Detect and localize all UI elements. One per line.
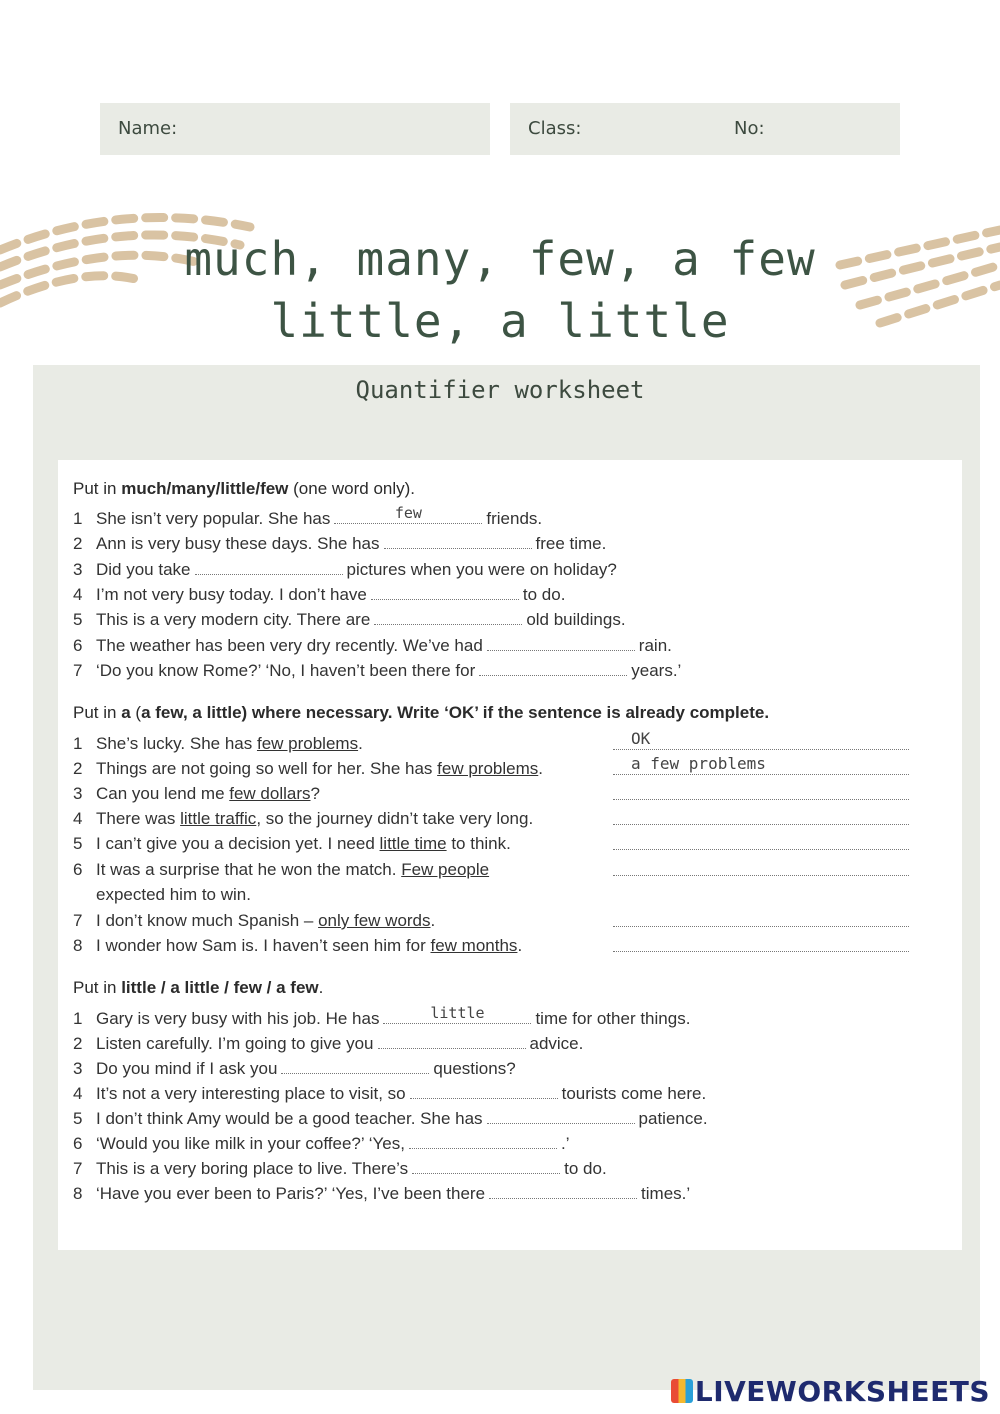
question-text-before: The weather has been very dry recently. We’ve had [96, 635, 483, 655]
liveworksheets-logo[interactable]: LIVEWORKSHEETS [671, 1375, 990, 1408]
question-number: 4 [73, 584, 83, 604]
number-label: No: [734, 118, 765, 139]
section1-heading: Put in much/many/little/few (one word only). [73, 479, 416, 498]
question-text-before: ‘Would you like milk in your coffee?’ ‘Yes, [96, 1134, 405, 1153]
question-text-after: advice. [529, 1034, 584, 1053]
question-number: 8 [73, 936, 83, 955]
answer-blank[interactable] [371, 586, 519, 600]
answer-line[interactable] [613, 832, 909, 850]
question-text-after: rain. [638, 635, 672, 655]
question-text-after: .’ [561, 1134, 570, 1153]
question-text-before: Do you mind if I ask you [96, 1059, 278, 1078]
question-number: 1 [73, 509, 83, 528]
underlined-phrase: few problems [437, 759, 539, 778]
question-text-before: Did you take [96, 559, 191, 579]
question-text-after: questions? [433, 1059, 516, 1078]
answer-blank[interactable] [195, 561, 343, 575]
class-label: Class: [528, 118, 582, 139]
question-text-before: I wonder how Sam is. I haven’t seen him for [96, 936, 431, 955]
question-item [73, 1034, 583, 1054]
question-number: 8 [73, 1184, 83, 1203]
underlined-phrase: few months [430, 936, 518, 955]
question-item [73, 1134, 570, 1154]
question-text-after: . [358, 734, 363, 753]
question-text-after: , so the journey didn’t take very long. [256, 809, 534, 828]
question-text-after: to do. [522, 584, 566, 604]
question-text-before: She isn’t very popular. She has [96, 509, 331, 528]
question-number: 2 [73, 534, 83, 554]
answer-line[interactable] [613, 934, 909, 952]
question-number: 7 [73, 911, 83, 930]
question-number: 7 [73, 660, 83, 680]
answer-blank[interactable] [378, 1035, 526, 1049]
subtitle: Quantifier worksheet [355, 376, 645, 404]
question-text-before: Ann is very busy these days. She has [96, 534, 380, 554]
question-text-before: This is a very modern city. There are [96, 610, 371, 630]
question-item [73, 784, 320, 804]
question-item [73, 534, 606, 554]
question-item [73, 1084, 706, 1104]
question-text-before: This is a very boring place to live. There’s [96, 1159, 409, 1178]
answer-line[interactable] [613, 754, 909, 775]
answer-blank[interactable] [410, 1085, 558, 1099]
question-item [73, 1059, 516, 1079]
handwritten-answer: OK [631, 729, 651, 748]
answer-line[interactable] [613, 729, 909, 750]
question-text-before: Things are not going so well for her. She has [96, 759, 438, 778]
question-text-after: time for other things. [535, 1009, 691, 1028]
underlined-phrase: little traffic [180, 809, 257, 828]
answer-line[interactable] [613, 909, 909, 927]
question-text-before: I’m not very busy today. I don’t have [96, 584, 367, 604]
answer-line[interactable] [613, 782, 909, 800]
section3-heading: Put in little / a little / few / a few. [73, 978, 324, 997]
question-item [73, 1184, 690, 1204]
liveworksheets-logo-icon [671, 1379, 693, 1403]
question-text-after: tourists come here. [561, 1084, 707, 1103]
question-text-after: . [517, 936, 523, 955]
question-item [73, 585, 565, 605]
underlined-phrase: few problems [256, 734, 359, 753]
question-number: 3 [73, 1059, 83, 1078]
question-number: 1 [73, 1009, 83, 1028]
question-number: 6 [73, 635, 83, 655]
question-item [73, 504, 543, 529]
question-text-before: I don’t think Amy would be a good teacher. She has [96, 1109, 483, 1128]
question-item [73, 911, 435, 931]
class-number-field[interactable] [510, 103, 900, 155]
answer-blank[interactable] [281, 1060, 429, 1074]
handwritten-answer: few [394, 504, 422, 522]
question-text-after: patience. [638, 1109, 708, 1128]
answer-blank[interactable] [479, 662, 627, 676]
answer-blank[interactable] [489, 1185, 637, 1199]
question-text-before: There was [96, 809, 181, 828]
answer-blank[interactable] [409, 1135, 557, 1149]
question-item [73, 636, 672, 656]
answer-line[interactable] [613, 807, 909, 825]
answer-blank[interactable] [412, 1160, 560, 1174]
underlined-phrase: only few words [318, 911, 431, 930]
name-field[interactable] [100, 103, 490, 155]
question-text-after: . [430, 911, 436, 930]
question-text-after: years.’ [631, 660, 682, 680]
answer-blank[interactable] [334, 504, 482, 524]
question-text-before: Can you lend me [96, 784, 230, 803]
question-text-after: old buildings. [526, 610, 626, 630]
question-text-before: It was a surprise that he won the match. [96, 860, 402, 879]
question-number: 7 [73, 1159, 83, 1178]
question-text-before: She’s lucky. She has [96, 734, 257, 753]
question-number: 3 [73, 559, 83, 579]
question-item [73, 610, 626, 630]
question-number: 5 [73, 1109, 83, 1128]
question-text-after: ? [310, 784, 320, 803]
question-number: 2 [73, 1034, 83, 1053]
name-label: Name: [118, 118, 178, 139]
question-text-after: to think. [446, 834, 511, 853]
answer-blank[interactable] [487, 637, 635, 651]
question-text-before: It’s not a very interesting place to visit, so [96, 1084, 406, 1103]
question-item [73, 560, 617, 580]
handwritten-answer: little [430, 1004, 485, 1022]
question-number: 1 [73, 734, 83, 753]
question-number: 3 [73, 784, 83, 803]
question-number: 4 [73, 809, 83, 828]
question-text-after: friends. [486, 509, 543, 528]
question-number: 6 [73, 860, 83, 879]
question-item [73, 734, 363, 754]
answer-blank[interactable] [383, 1004, 531, 1024]
answer-blank[interactable] [487, 1110, 635, 1124]
answer-blank[interactable] [384, 535, 532, 549]
page-title-line1: much, many, few, a few [184, 232, 816, 286]
question-number: 4 [73, 1084, 83, 1103]
question-item [73, 1004, 691, 1029]
question-text-after: times.’ [641, 1184, 691, 1203]
question-text-before: ‘Have you ever been to Paris?’ ‘Yes, I’ve been there [96, 1184, 486, 1203]
question-item [73, 936, 522, 956]
answer-blank[interactable] [374, 611, 522, 625]
page-title-line2: little, a little [270, 294, 730, 348]
handwritten-answer: a few problems [631, 754, 766, 773]
question-continuation: expected him to win. [96, 885, 251, 904]
question-text-before: I can’t give you a decision yet. I need [96, 834, 380, 853]
question-number: 6 [73, 1134, 83, 1153]
question-text-before: ‘Do you know Rome?’ ‘No, I haven’t been there for [96, 660, 476, 680]
underlined-phrase: Few people [401, 860, 490, 879]
question-text-after: to do. [564, 1159, 607, 1178]
question-text-after: pictures when you were on holiday? [346, 559, 617, 579]
question-number: 5 [73, 834, 83, 853]
question-item [73, 1109, 708, 1129]
question-item [73, 661, 681, 681]
question-number: 5 [73, 610, 83, 630]
question-text-after: free time. [535, 534, 607, 554]
section2-heading: Put in a (a few, a little) where necessary. Write ‘OK’ if the sentence is already complete. [73, 703, 770, 722]
question-item [73, 860, 489, 880]
question-text-after: . [538, 759, 543, 778]
underlined-phrase: little time [379, 834, 447, 853]
question-text-before: Listen carefully. I’m going to give you [96, 1034, 374, 1053]
question-number: 2 [73, 759, 83, 778]
question-item [73, 759, 543, 779]
question-text-before: I don’t know much Spanish – [96, 911, 319, 930]
underlined-phrase: few dollars [229, 784, 311, 803]
answer-line[interactable] [613, 858, 909, 876]
question-item [73, 1159, 607, 1179]
question-item [73, 809, 533, 829]
question-text-before: Gary is very busy with his job. He has [96, 1009, 380, 1028]
question-item [73, 834, 511, 854]
